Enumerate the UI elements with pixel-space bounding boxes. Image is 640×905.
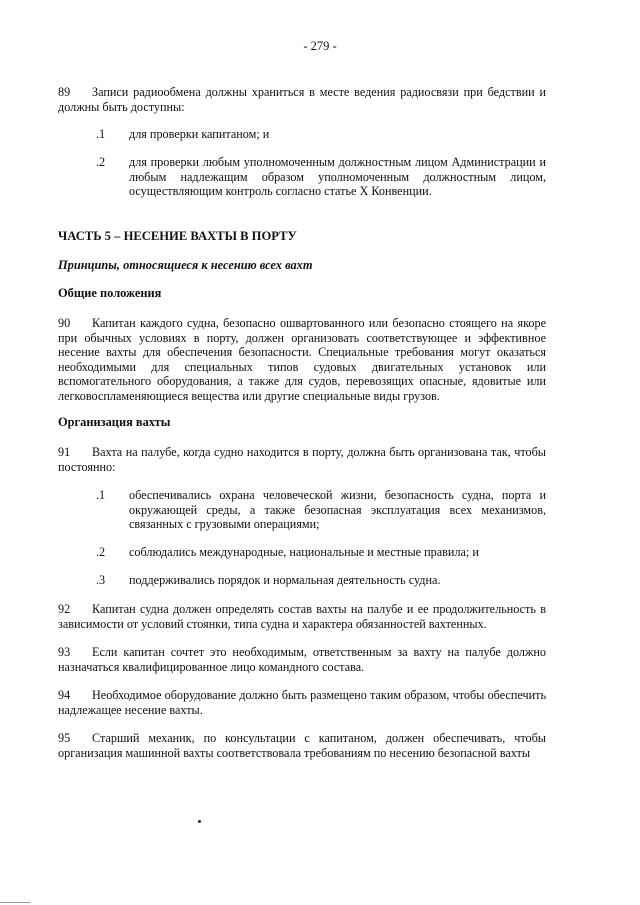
paragraph-93 bbox=[58, 645, 546, 674]
list-item-number: .1 bbox=[96, 127, 106, 141]
list-item-text: для проверки любым уполномоченным должностным лицом Администрации и любым надлежащим образом уполномоченным должностным лицом, осуществляющим контроль согласно статье X Конвенции. bbox=[129, 155, 546, 199]
list-item bbox=[96, 488, 546, 532]
paragraph-number: 95 bbox=[58, 731, 71, 745]
organization-heading: Организация вахты bbox=[58, 415, 171, 429]
paragraph-91 bbox=[58, 445, 546, 474]
list-item-number: .2 bbox=[96, 545, 106, 559]
paragraph-number: 90 bbox=[58, 316, 71, 330]
list-item bbox=[96, 573, 546, 588]
paragraph-text: Записи радиообмена должны храниться в месте ведения радиосвязи при бедствии и должны быть доступны: bbox=[58, 85, 546, 114]
list-item-text: обеспечивались охрана человеческой жизни, безопасность судна, порта и окружающей среды, а также безопасная эксплуатация всех механизмов, связанных с грузовыми операциями; bbox=[129, 488, 546, 532]
list-item-number: .3 bbox=[96, 573, 106, 587]
list-item bbox=[96, 127, 546, 142]
stray-dot bbox=[198, 820, 201, 823]
paragraph-text: Вахта на палубе, когда судно находится в порту, должна быть организована так, чтобы постоянно: bbox=[58, 445, 546, 474]
paragraph-text: Необходимое оборудование должно быть размещено таким образом, чтобы обеспечить надлежащее несение вахты. bbox=[58, 688, 546, 717]
paragraph-94 bbox=[58, 688, 546, 717]
paragraph-text: Капитан судна должен определять состав вахты на палубе и ее продолжительность в зависимости от условий стоянки, типа судна и характера обязанностей вахтенных. bbox=[58, 602, 546, 631]
list-item bbox=[96, 545, 546, 560]
general-heading: Общие положения bbox=[58, 286, 162, 300]
paragraph-89 bbox=[58, 85, 546, 114]
part-heading: ЧАСТЬ 5 – НЕСЕНИЕ ВАХТЫ В ПОРТУ bbox=[58, 229, 297, 243]
list-item-text: для проверки капитаном; и bbox=[129, 127, 270, 141]
list-item bbox=[96, 155, 546, 199]
paragraph-number: 94 bbox=[58, 688, 71, 702]
paragraph-number: 92 bbox=[58, 602, 71, 616]
list-item-number: .1 bbox=[96, 488, 106, 502]
page-number: - 279 - bbox=[303, 39, 337, 53]
paragraph-number: 93 bbox=[58, 645, 71, 659]
paragraph-90 bbox=[58, 316, 546, 404]
list-item-text: поддерживались порядок и нормальная деятельность судна. bbox=[129, 573, 441, 587]
paragraph-95 bbox=[58, 731, 546, 760]
scan-edge-line bbox=[0, 902, 30, 903]
paragraph-92 bbox=[58, 602, 546, 631]
paragraph-number: 89 bbox=[58, 85, 71, 99]
paragraph-text: Старший механик, по консультации с капитаном, должен обеспечивать, чтобы организация машинной вахты соответствовала требованиям по несению безопасной вахты bbox=[58, 731, 546, 760]
italic-heading: Принципы, относящиеся к несению всех вахт bbox=[58, 258, 313, 272]
paragraph-text: Капитан каждого судна, безопасно ошвартованного или безопасно стоящего на якоре при обычных условиях в порту, должен организовать соответствующее и эффективное несение вахты для обеспечения безопасности. Специальные требования могут оказаться необходимыми для специальных типов судовых двигательных установок или вспомогательного оборудования, а также для судов, перевозящих опасные, ядовитые или легковоспламеняющиеся вещества или другие специальные виды грузов. bbox=[58, 316, 546, 403]
paragraph-number: 91 bbox=[58, 445, 71, 459]
list-item-text: соблюдались международные, национальные и местные правила; и bbox=[129, 545, 479, 559]
list-item-number: .2 bbox=[96, 155, 106, 169]
paragraph-text: Если капитан сочтет это необходимым, ответственным за вахту на палубе должно назначаться квалифицированное лицо командного состава. bbox=[58, 645, 546, 674]
